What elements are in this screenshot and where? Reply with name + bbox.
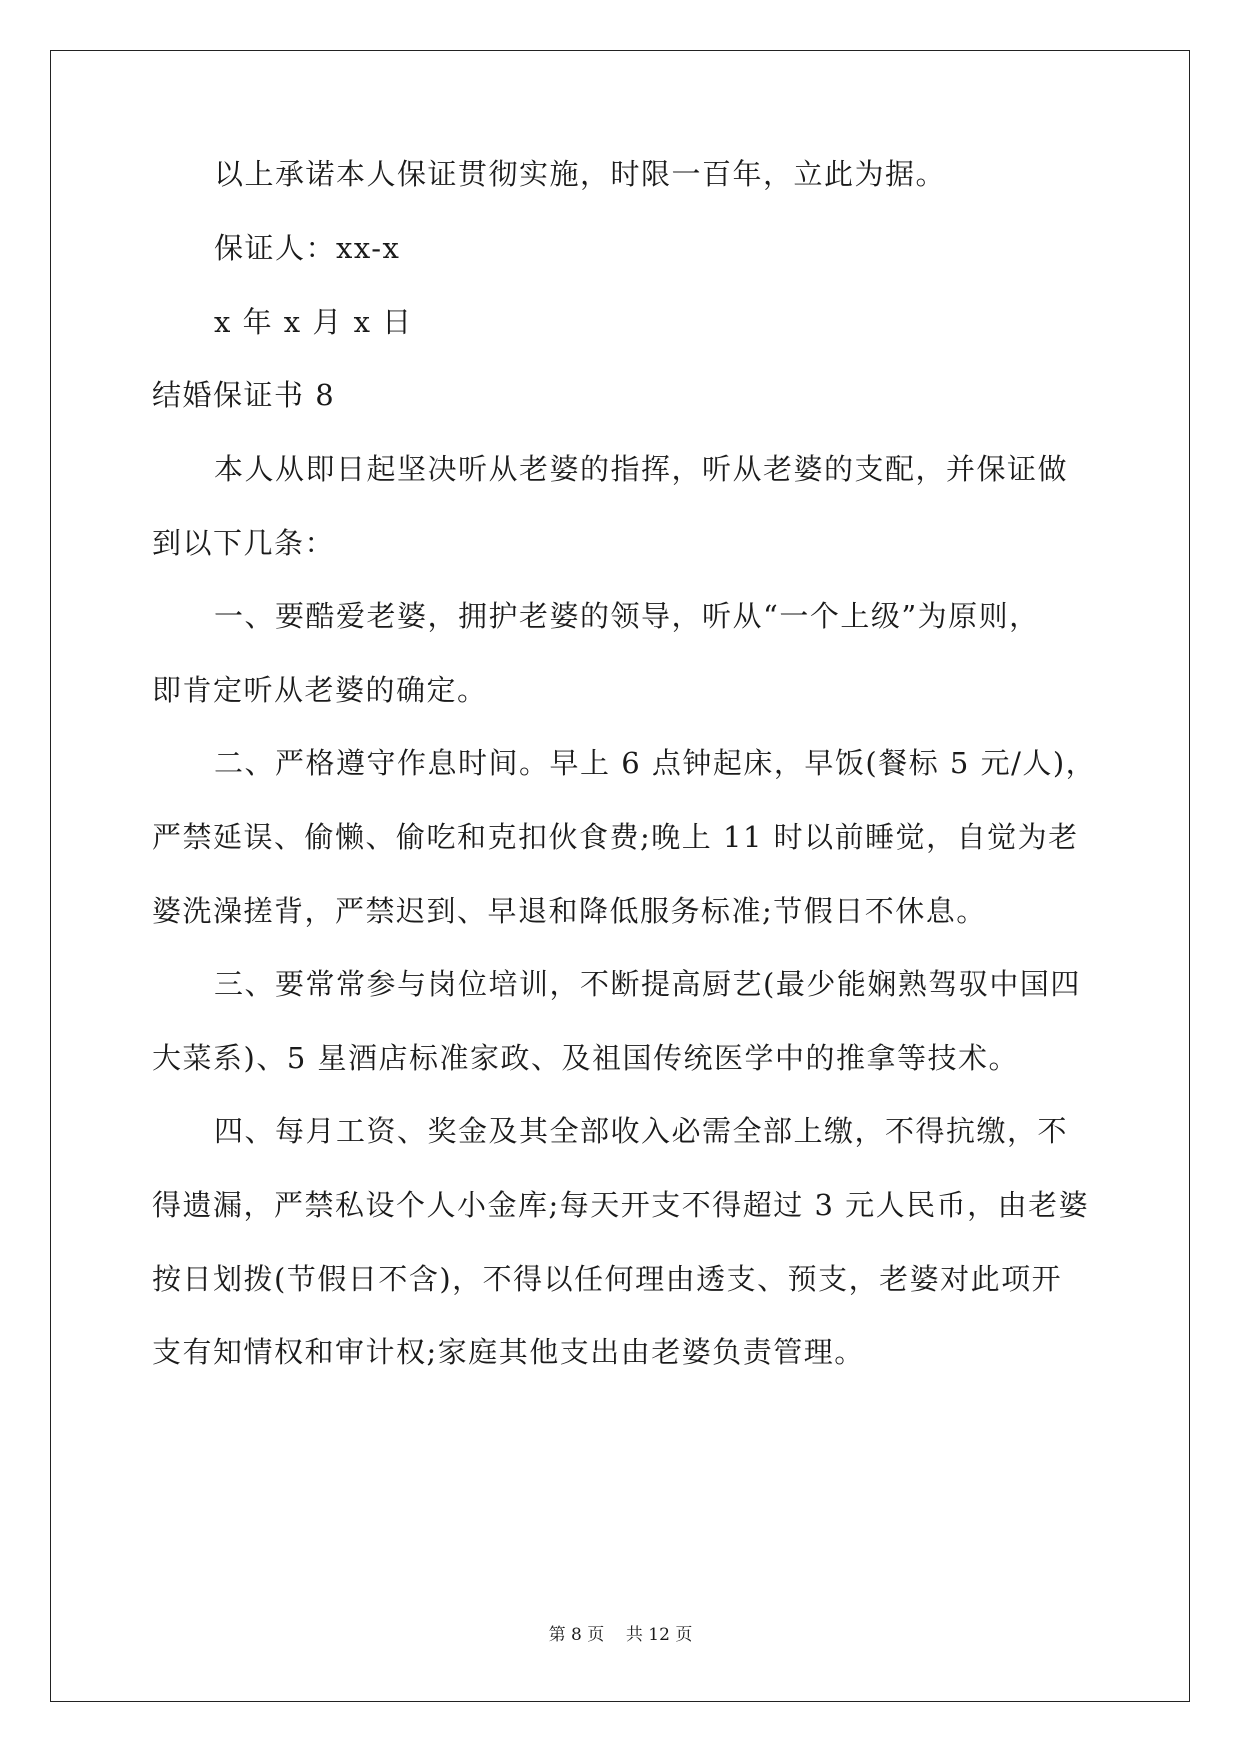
- clause-2-line-2: 严禁延误、偷懒、偷吃和克扣伙食费;晚上 11 时以前睡觉，自觉为老: [152, 820, 1079, 854]
- clause-3-line-2: 大菜系)、5 星酒店标准家政、及祖国传统医学中的推拿等技术。: [152, 1041, 1019, 1075]
- clause-3-line-1: 三、要常常参与岗位培训，不断提高厨艺(最少能娴熟驾驭中国四: [214, 967, 1081, 1001]
- clause-4-line-3: 按日划拨(节假日不含)，不得以任何理由透支、预支，老婆对此项开: [152, 1262, 1063, 1296]
- clause-4-line-2: 得遗漏，严禁私设个人小金库;每天开支不得超过 3 元人民币，由老婆: [152, 1188, 1090, 1222]
- clause-4-line-4: 支有知情权和审计权;家庭其他支出由老婆负责管理。: [152, 1335, 865, 1369]
- page-border: [50, 50, 1190, 1702]
- paragraph-intro-line-2: 到以下几条：: [152, 526, 336, 560]
- clause-2-line-1: 二、严格遵守作息时间。早上 6 点钟起床，早饭(餐标 5 元/人)，: [214, 746, 1097, 780]
- clause-1-line-2: 即肯定听从老婆的确定。: [152, 673, 488, 707]
- paragraph-intro-line-1: 本人从即日起坚决听从老婆的指挥，听从老婆的支配，并保证做: [214, 452, 1069, 486]
- page-total: 共 12 页: [625, 1625, 693, 1645]
- section-heading: 结婚保证书 8: [152, 378, 336, 412]
- clause-1-line-1: 一、要酷爱老婆，拥护老婆的领导，听从“一个上级”为原则，: [214, 599, 1040, 633]
- clause-4-line-1: 四、每月工资、奖金及其全部收入必需全部上缴，不得抗缴，不: [214, 1114, 1069, 1148]
- closing-statement: 以上承诺本人保证贯彻实施，时限一百年，立此为据。: [214, 157, 947, 191]
- page-footer: [0, 1624, 1241, 1646]
- page-number: 第 8 页: [548, 1625, 605, 1645]
- guarantor-line: 保证人：xx-x: [214, 231, 401, 265]
- clause-2-line-3: 婆洗澡搓背，严禁迟到、早退和降低服务标准;节假日不休息。: [152, 894, 987, 928]
- date-line: x 年 x 月 x 日: [214, 305, 413, 339]
